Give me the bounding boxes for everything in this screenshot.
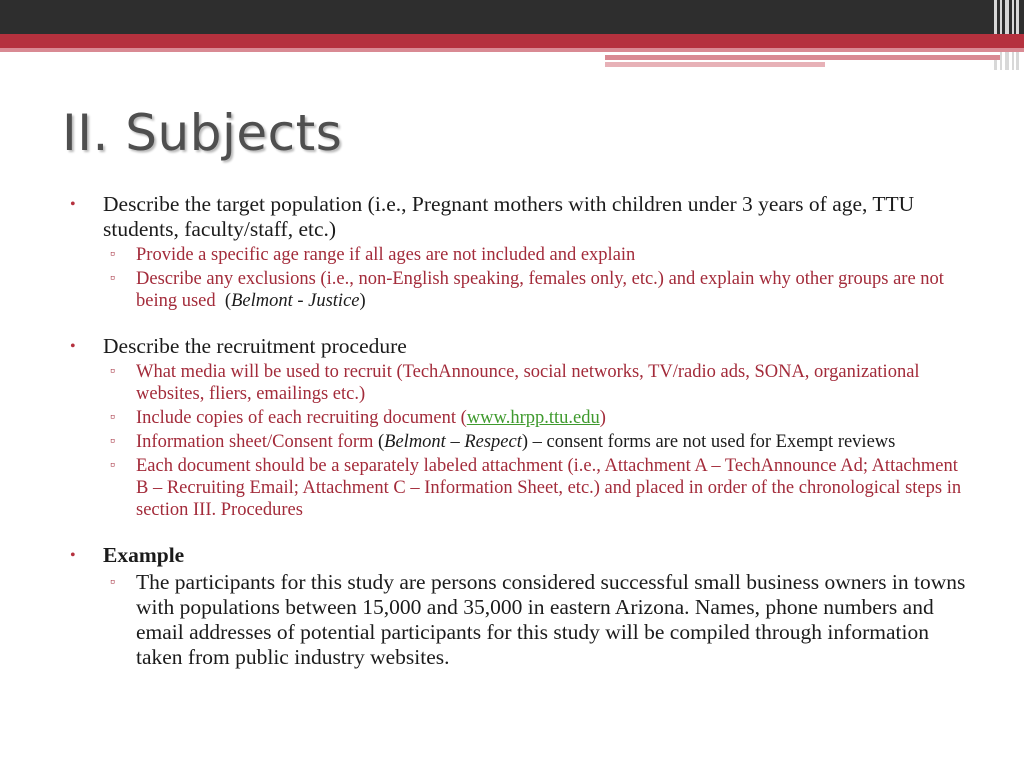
- bullet-text: Describe the target population (i.e., Pregnant mothers with children under 3 years of age, TTU students, faculty/staff, etc.): [103, 192, 915, 241]
- pink-accent-bar-3: [605, 62, 825, 67]
- belmont-respect: Belmont – Respect: [384, 432, 522, 452]
- sub-bullet-text: The participants for this study are persons considered successful small business owners in towns with populations between 15,000 and 35,000 in eastern Arizona. Names, phone numbers and email addresses of potential participants for this study will be compiled through information taken from public industry websites.: [136, 570, 966, 669]
- paren-open: (: [378, 432, 385, 452]
- sub-bullet-icon: ▫: [110, 364, 115, 379]
- sub-bullet-consent: [70, 431, 970, 453]
- top-dark-bar: [0, 0, 1024, 34]
- sub-bullet-text: Provide a specific age range if all ages are not included and explain: [136, 245, 636, 265]
- bullet-icon: •: [70, 196, 76, 213]
- sub-bullet-text: What media will be used to recruit (TechAnnounce, social networks, TV/radio ads, SONA, organizational websites, fliers, emailings etc.): [136, 362, 920, 404]
- paren-open: (: [224, 291, 232, 311]
- sub-bullet-suffix: ): [599, 408, 606, 428]
- sub-bullet-icon: ▫: [110, 247, 115, 262]
- sub-bullet-exclusions: [70, 268, 970, 312]
- bullet-icon: •: [70, 338, 76, 355]
- sub-bullet-age-range: [70, 244, 970, 266]
- sub-bullet-text: Describe any exclusions (i.e., non-English speaking, females only, etc.) and explain why other groups are not being used: [136, 269, 944, 311]
- slide-title: II. Subjects: [62, 104, 343, 162]
- slide-content: [70, 192, 970, 670]
- bullet-text: Describe the recruitment procedure: [103, 334, 407, 358]
- bullet-target-population: [70, 192, 970, 242]
- sub-bullet-icon: ▫: [110, 410, 115, 425]
- sub-bullet-text: Information sheet/Consent form: [136, 432, 374, 452]
- sub-bullet-icon: ▫: [110, 575, 115, 590]
- bullet-icon: •: [70, 547, 76, 564]
- sub-bullet-example-text: [70, 570, 970, 670]
- belmont-justice: Belmont - Justice: [231, 291, 360, 311]
- consent-note: ) – consent forms are not used for Exempt reviews: [521, 432, 896, 452]
- sub-bullet-icon: ▫: [110, 434, 115, 449]
- paren-close: ): [359, 291, 366, 311]
- hrpp-link[interactable]: www.hrpp.ttu.edu: [466, 408, 600, 428]
- bullet-example: [70, 543, 970, 568]
- sub-bullet-media: [70, 361, 970, 405]
- sub-bullet-attachments: [70, 455, 970, 521]
- bullet-text: Example: [103, 543, 185, 567]
- bullet-recruitment: [70, 334, 970, 359]
- sub-bullet-copies: [70, 407, 970, 429]
- sub-bullet-icon: ▫: [110, 458, 115, 473]
- sub-bullet-icon: ▫: [110, 271, 115, 286]
- pink-accent-bar-2: [605, 55, 1000, 60]
- sub-bullet-text: Each document should be a separately labeled attachment (i.e., Attachment A – TechAnnounce Ad; Attachment B – Recruiting Email; Attachment C – Information Sheet, etc.) and placed in order of the chronological steps in section III. Procedures: [136, 456, 962, 520]
- sub-bullet-text: Include copies of each recruiting document (: [136, 408, 467, 428]
- red-accent-bar: [0, 34, 1024, 48]
